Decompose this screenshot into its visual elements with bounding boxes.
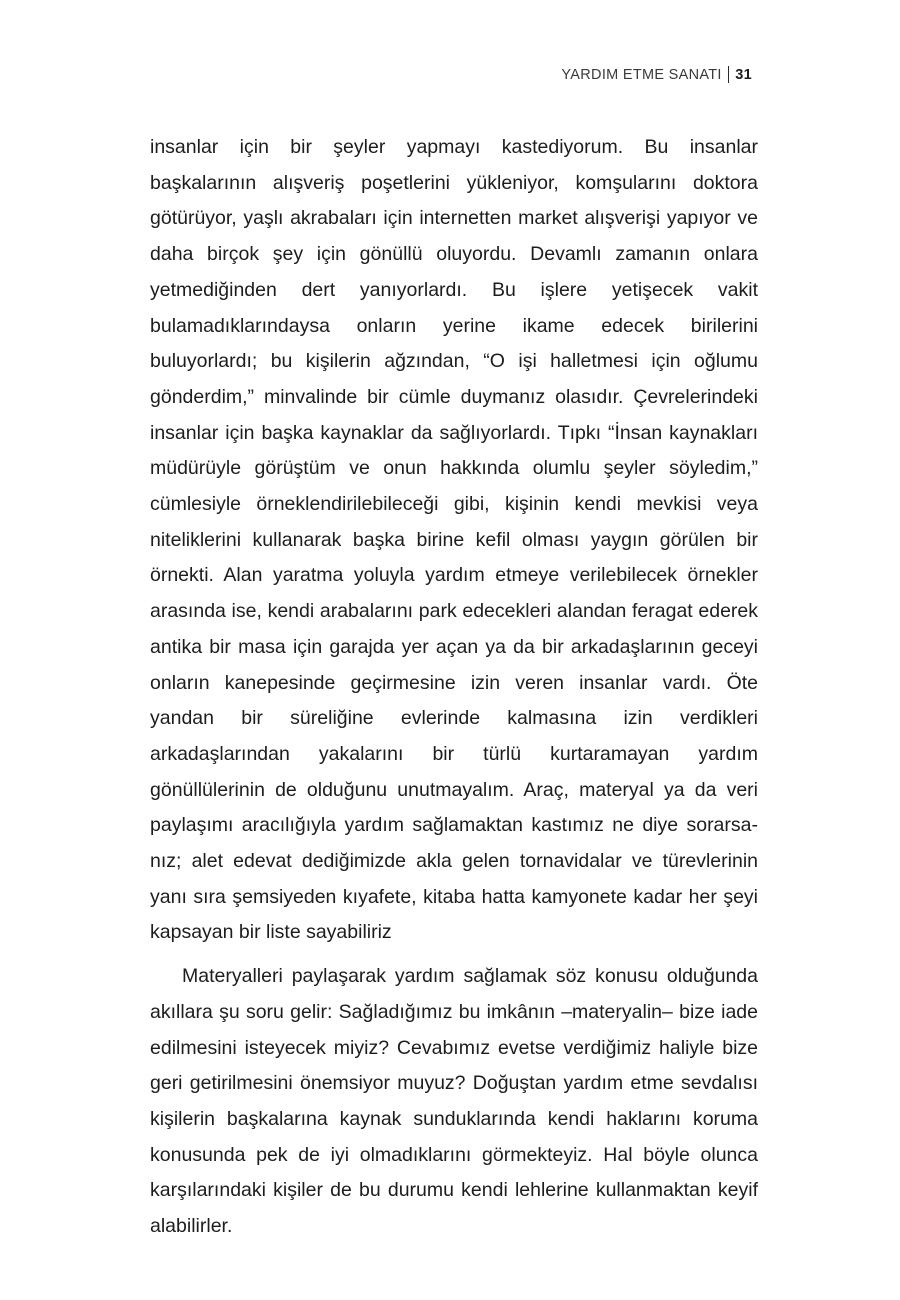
paragraph: Materyalleri paylaşarak yardım sağlamak söz konusu olduğunda akıllara şu soru gelir: Sağladığımız bu imkânın –materyalin– bize iade edilmesini isteyecek miyiz? Cevabımız evetse verdiğimiz haliyle bize geri getirilmesini önemsiyor muyuz? Doğuştan yardım etme sevdalısı kişilerin başkalarına kaynak sunduklarında kendi haklarını koruma konusunda pek de iyi olmadıklarını görmekteyiz. Hal böyle olunca karşılarındaki kişiler de bu durumu kendi lehlerine kullanmaktan keyif alabilirler. <box>150 965 758 1238</box>
body-text <box>150 130 758 1245</box>
running-header <box>561 66 752 83</box>
running-title: YARDIM ETME SANATI <box>561 66 722 83</box>
header-divider <box>728 66 730 83</box>
page-number: 31 <box>735 66 752 83</box>
paragraph-continued: insanlar için bir şeyler yapmayı kastediyorum. Bu insanlar başkalarının alışveriş poşetlerini yükleniyor, komşularını doktora götürüyor, yaşlı akrabaları için internetten market alışverişi yapıyor ve daha birçok şey için gönüllü oluyordu. Devamlı zamanın onlara yetmediğinden dert yanıyorlardı. Bu işlere yetişecek vakit bulamadıklarındaysa onların yerine ikame edecek birilerini buluyorlardı; bu kişilerin ağzından, “O işi halletmesi için oğlumu gönderdim,” minvalinde bir cümle duymanız olasıdır. Çevrelerindeki insanlar için başka kaynaklar da sağlıyorlardı. Tıpkı “İnsan kaynakları müdürüyle görüştüm ve onun hakkında olumlu şeyler söyledim,” cümlesiyle örneklendirilebileceği gibi, kişinin kendi mevkisi veya niteliklerini kullanarak başka birine kefil olması yaygın görülen bir örnekti. Alan yaratma yoluyla yardım etmeye verilebilecek örnekler arasında ise, kendi arabalarını park edecekleri alandan feragat ederek antika bir masa için garajda yer açan ya da bir arkadaşlarının geceyi onların kanepesinde geçirmesine izin veren insanlar vardı. Öte yandan bir süreliğine evlerinde kalmasına izin verdikleri arkadaşlarından yakalarını bir türlü kurtaramayan yardım gönüllülerinin de olduğunu unutmayalım. Araç, materyal ya da veri paylaşımı aracılığıyla yardım sağlamaktan kastımız ne diye sorarsanız; alet edevat dediğimizde akla gelen tornavidalar ve türevlerinin yanı sıra şemsiyeden kıyafete, kitaba hatta kamyonete kadar her şeyi kapsayan bir liste sayabiliriz <box>150 136 758 944</box>
